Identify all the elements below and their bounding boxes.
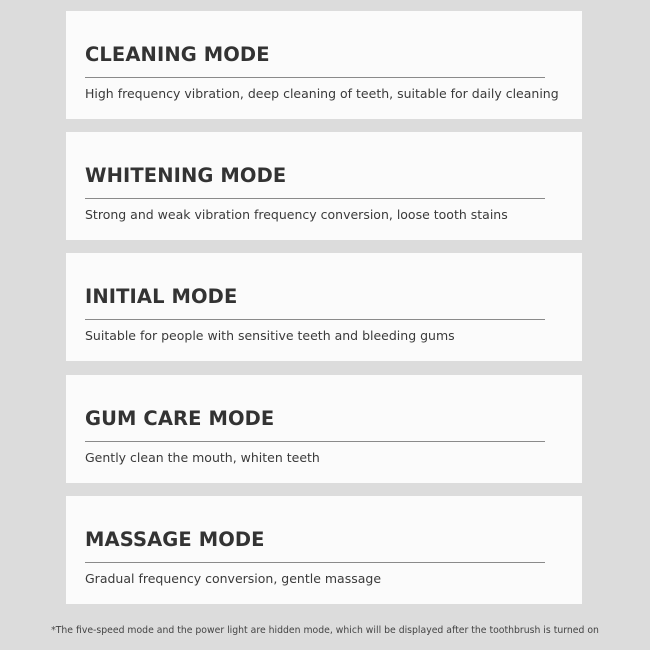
- title-divider: [85, 562, 545, 563]
- mode-description: Gently clean the mouth, whiten teeth: [85, 450, 320, 465]
- mode-card-cleaning: [66, 11, 582, 119]
- mode-description: Gradual frequency conversion, gentle massage: [85, 571, 382, 586]
- mode-title: MASSAGE MODE: [85, 528, 265, 551]
- mode-card-whitening: [66, 132, 582, 240]
- mode-card-initial: [66, 253, 582, 361]
- title-divider: [85, 77, 545, 78]
- title-divider: [85, 441, 545, 442]
- mode-title: WHITENING MODE: [85, 164, 287, 187]
- mode-title: INITIAL MODE: [85, 285, 238, 308]
- mode-title: CLEANING MODE: [85, 43, 270, 66]
- mode-description: High frequency vibration, deep cleaning of teeth, suitable for daily cleaning: [85, 86, 559, 101]
- footnote: *The five-speed mode and the power light are hidden mode, which will be displayed after the toothbrush is turned on: [51, 625, 599, 636]
- title-divider: [85, 198, 545, 199]
- mode-card-gum-care: [66, 375, 582, 483]
- mode-title: GUM CARE MODE: [85, 407, 275, 430]
- mode-description: Suitable for people with sensitive teeth and bleeding gums: [85, 328, 455, 343]
- title-divider: [85, 319, 545, 320]
- mode-description: Strong and weak vibration frequency conversion, loose tooth stains: [85, 207, 508, 222]
- mode-card-massage: [66, 496, 582, 604]
